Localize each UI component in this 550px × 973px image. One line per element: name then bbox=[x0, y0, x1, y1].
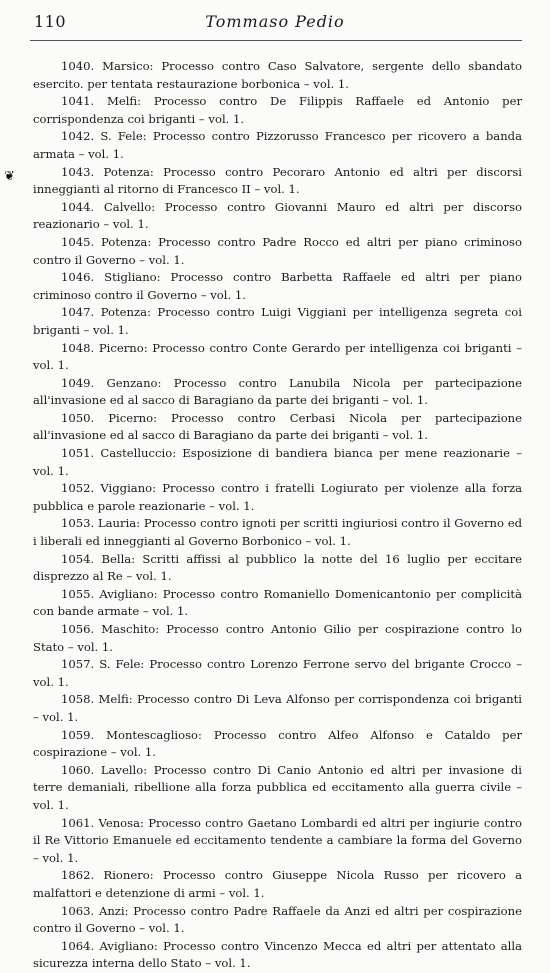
margin-mark-icon: ❦ bbox=[4, 169, 15, 184]
list-item: 1042. S. Fele: Processo contro Pizzorusso Francesco per ricovero a banda armata – vol. 1. bbox=[33, 129, 522, 161]
list-item: 1045. Potenza: Processo contro Padre Rocco ed altri per piano criminoso contro il Governo – vol. 1. bbox=[33, 234, 522, 267]
list-item: 1049. Genzano: Processo contro Lanubila Nicola per partecipazione all'invasione ed al sacco di Baragiano da parte dei briganti – vol. 1. bbox=[33, 375, 522, 408]
entry-list bbox=[33, 58, 522, 973]
header-rule bbox=[30, 40, 522, 41]
list-item: 1054. Bella: Scritti affissi al pubblico la notte del 16 luglio per eccitare disprezzo al Re – vol. 1. bbox=[33, 551, 522, 584]
list-item: 1047. Potenza: Processo contro Luigi Viggiani per intelligenza segreta coi briganti – vol. 1. bbox=[33, 305, 522, 337]
list-item: 1051. Castelluccio: Esposizione di bandiera bianca per mene reazionarie – vol. 1. bbox=[33, 446, 522, 478]
list-item: 1043. Potenza: Processo contro Pecoraro Antonio ed altri per discorsi inneggianti al ritorno di Francesco II – vol. 1. bbox=[33, 164, 522, 197]
list-item: 1044. Calvello: Processo contro Giovanni Mauro ed altri per discorso reazionario – vol. 1. bbox=[33, 199, 522, 232]
list-item: 1048. Picerno: Processo contro Conte Gerardo per intelligenza coi briganti – vol. 1. bbox=[33, 340, 522, 373]
list-item: 1060. Lavello: Processo contro Di Canio Antonio ed altri per invasione di terre demaniali, ribellione alla forza pubblica ed eccitamento alla guerra civile – vol. 1. bbox=[33, 762, 522, 812]
list-item: 1052. Viggiano: Processo contro i fratelli Logiurato per violenze alla forza pubblica e parole reazionarie – vol. 1. bbox=[33, 481, 522, 513]
list-item: 1862. Rionero: Processo contro Giuseppe Nicola Russo per ricovero a malfattori e detenzione di armi – vol. 1. bbox=[33, 868, 522, 900]
list-item: 1061. Venosa: Processo contro Gaetano Lombardi ed altri per ingiurie contro il Re Vittorio Emanuele ed eccitamento tendente a cambiare la forma del Governo – vol. 1. bbox=[33, 815, 522, 865]
list-item: 1055. Avigliano: Processo contro Romaniello Domenicantonio per complicità con bande armate – vol. 1. bbox=[33, 586, 522, 619]
running-title: Tommaso Pedio bbox=[205, 12, 345, 31]
list-item: 1058. Melfi: Processo contro Di Leva Alfonso per corrispondenza coi briganti – vol. 1. bbox=[33, 692, 522, 724]
page-header bbox=[34, 12, 516, 36]
list-item: 1041. Melfi: Processo contro De Filippis Raffaele ed Antonio per corrispondenza coi briganti – vol. 1. bbox=[33, 94, 522, 126]
list-item: 1057. S. Fele: Processo contro Lorenzo Ferrone servo del brigante Crocco – vol. 1. bbox=[33, 657, 522, 689]
list-item: 1046. Stigliano: Processo contro Barbetta Raffaele ed altri per piano criminoso contro il Governo – vol. 1. bbox=[33, 270, 522, 302]
list-item: 1056. Maschito: Processo contro Antonio Gilio per cospirazione contro lo Stato – vol. 1. bbox=[33, 622, 522, 654]
page-number: 110 bbox=[34, 12, 67, 31]
list-item: 1053. Lauria: Processo contro ignoti per scritti ingiuriosi contro il Governo ed i liberali ed inneggianti al Governo Borbonico – vol. 1. bbox=[33, 516, 522, 549]
list-item: 1050. Picerno: Processo contro Cerbasi Nicola per partecipazione all'invasione ed al sacco di Baragiano da parte dei briganti – vol. 1. bbox=[33, 410, 522, 443]
list-item: 1063. Anzi: Processo contro Padre Raffaele da Anzi ed altri per cospirazione contro il Governo – vol. 1. bbox=[33, 903, 522, 936]
list-item: 1040. Marsico: Processo contro Caso Salvatore, sergente dello sbandato esercito. per tentata restaurazione borbonica – vol. 1. bbox=[33, 59, 522, 91]
list-item: 1059. Montescaglioso: Processo contro Alfeo Alfonso e Cataldo per cospirazione – vol. 1. bbox=[33, 727, 522, 760]
list-item: 1064. Avigliano: Processo contro Vincenzo Mecca ed altri per attentato alla sicurezza interna dello Stato – vol. 1. bbox=[33, 938, 522, 971]
